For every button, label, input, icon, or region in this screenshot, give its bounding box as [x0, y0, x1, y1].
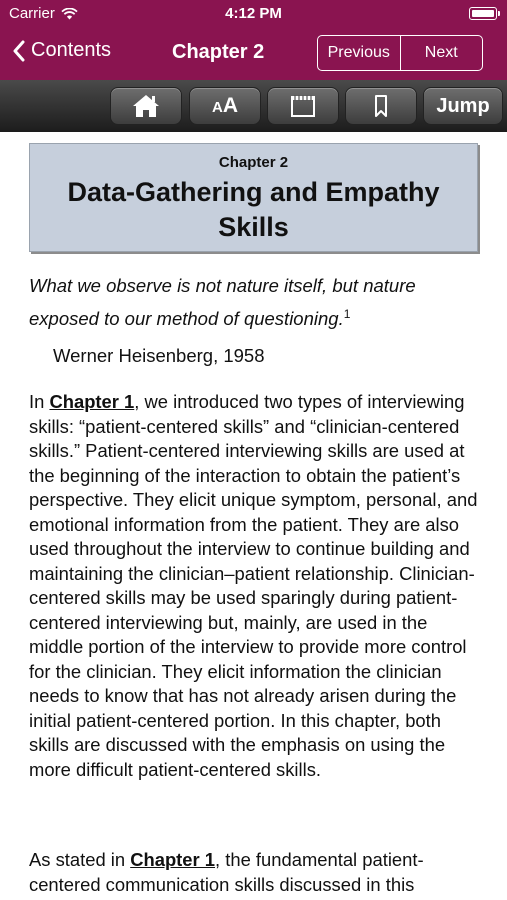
- navigation-bar: [0, 26, 507, 80]
- epigraph: [29, 272, 484, 333]
- chapter-title-line-1: Data-Gathering and Empathy: [67, 177, 440, 207]
- font-size-icon: AA: [211, 94, 238, 117]
- chapter-label: Chapter 2: [218, 154, 289, 171]
- jump-button[interactable]: Jump: [423, 87, 503, 125]
- table-of-contents-button[interactable]: [267, 87, 339, 125]
- paragraph-text: In: [29, 391, 50, 412]
- paragraph-text: , we introduced two types of interviewing skills: “patient-centered skills” and “clinician-centered skills.” Patient-centered interviewing skills are used at the beginning of the interaction to obtain the patient’s perspective. They elicit unique symptom, personal, and emotional information from the patient. They are also used throughout the interview to continue building and maintaining the clinician–patient relationship. Clinician-centered skills may be used sparingly during patient-centered interviewing but, mainly, are used in the middle portion of the interview to provide more control for the clinician. They elicit information the clinician needs to know that has not already arisen during the initial patient-centered portion. In this chapter, both skills are discussed with the emphasis on using the more difficult patient-centered skills.: [29, 391, 478, 780]
- chapter-pager: [317, 35, 483, 71]
- chevron-left-icon: [12, 40, 25, 62]
- chapter-title: [30, 175, 477, 245]
- back-to-contents-button[interactable]: [12, 39, 111, 62]
- chapter-title-line-2: Skills: [218, 212, 289, 242]
- body-paragraph: [29, 390, 484, 782]
- battery-icon: [469, 7, 497, 20]
- epigraph-text: What we observe is not nature itself, but nature exposed to our method of questioning.: [29, 275, 416, 330]
- bookmark-button[interactable]: [345, 87, 417, 125]
- next-button[interactable]: Next: [400, 36, 483, 70]
- footnote-reference[interactable]: 1: [343, 307, 351, 321]
- notepad-icon: [290, 94, 316, 118]
- chapter-heading: [29, 143, 478, 252]
- back-button-label: Contents: [31, 39, 112, 61]
- chapter-1-link[interactable]: Chapter 1: [130, 849, 216, 870]
- paragraph-text: As stated in: [29, 849, 131, 870]
- home-icon: [131, 93, 161, 119]
- epigraph-attribution: Werner Heisenberg, 1958: [53, 345, 265, 366]
- reader-content[interactable]: [0, 132, 507, 900]
- body-paragraph: [29, 848, 484, 897]
- status-bar: [0, 0, 507, 26]
- carrier-label: Carrier: [9, 5, 55, 22]
- reader-toolbar: [0, 80, 507, 132]
- nav-title: Chapter 2: [172, 41, 265, 63]
- paragraph-text: , the fundamental patient-centered communication skills discussed in this: [29, 849, 424, 895]
- previous-button[interactable]: Previous: [327, 44, 390, 61]
- status-time: 4:12 PM: [225, 5, 282, 22]
- chapter-1-link[interactable]: Chapter 1: [49, 391, 135, 412]
- top-bar: [0, 0, 507, 80]
- font-size-button[interactable]: [189, 87, 261, 125]
- home-button[interactable]: [110, 87, 182, 125]
- bookmark-icon: [373, 94, 389, 118]
